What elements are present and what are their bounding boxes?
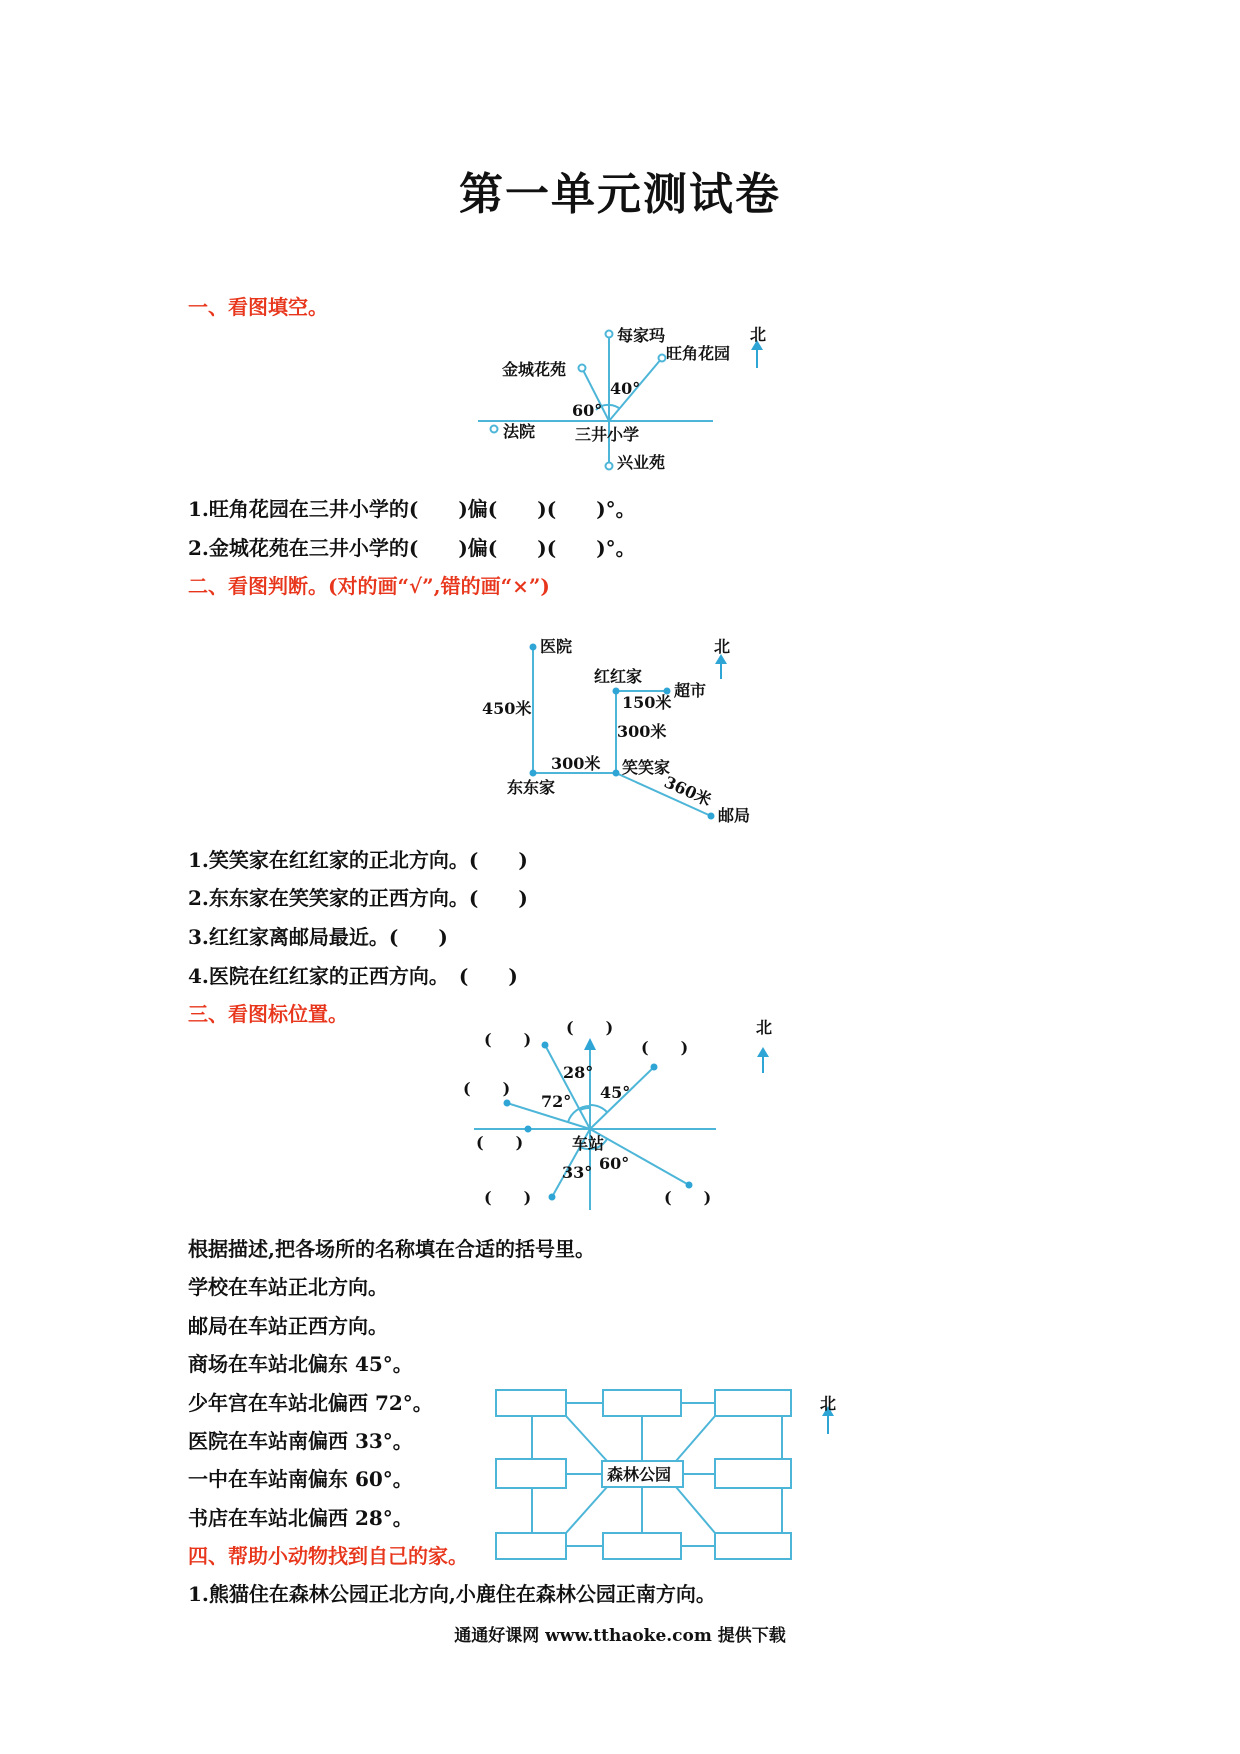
point-xingye xyxy=(606,463,613,470)
blank-north: ( ) xyxy=(566,1018,614,1037)
section3-heading: 三、看图标位置。 xyxy=(188,1002,348,1026)
label-dongdong: 东东家 xyxy=(507,778,556,797)
label-honghong: 红红家 xyxy=(594,667,643,686)
dist-300-horizontal: 300米 xyxy=(551,754,601,773)
s1-question-1: 1.旺角花园在三井小学的( )偏( )( )°。 xyxy=(188,497,636,521)
north-tip xyxy=(584,1038,596,1050)
s3-line-3: 商场在车站北偏东 45°。 xyxy=(188,1352,413,1376)
point-post xyxy=(708,813,715,820)
point-wangjiao xyxy=(659,355,666,362)
section2-heading: 二、看图判断。(对的画“√”,错的画“×”) xyxy=(188,574,550,598)
north-label-2: 北 xyxy=(714,637,731,656)
label-jincheng: 金城花苑 xyxy=(502,360,567,379)
arc-45 xyxy=(590,1105,607,1112)
north-arrow-2 xyxy=(715,654,727,679)
label-hospital: 医院 xyxy=(540,637,573,656)
north-arrow-3 xyxy=(757,1047,769,1073)
point-dongdong xyxy=(530,770,537,777)
angle-arc-right xyxy=(609,405,620,409)
angle-label-40: 40° xyxy=(610,379,641,398)
footer-credit: 通通好课网 www.tthaoke.com 提供下载 xyxy=(454,1626,786,1646)
point-jincheng xyxy=(579,365,586,372)
label-meijiama: 每家玛 xyxy=(617,326,666,345)
label-supermarket: 超市 xyxy=(674,681,707,700)
point-honghong xyxy=(613,688,620,695)
section3-diagram xyxy=(474,1042,716,1210)
dist-360: 360米 xyxy=(661,772,715,810)
label-forest-park: 森林公园 xyxy=(607,1465,672,1484)
s1-question-2: 2.金城花苑在三井小学的( )偏( )( )°。 xyxy=(188,536,636,560)
point-nw28 xyxy=(542,1042,549,1049)
angle-45: 45° xyxy=(600,1083,631,1102)
home-box-nw[interactable] xyxy=(496,1390,566,1416)
s2-question-2: 2.东东家在笑笑家的正西方向。( ) xyxy=(188,886,528,910)
section4-heading: 四、帮助小动物找到自己的家。 xyxy=(188,1544,468,1568)
blank-west: ( ) xyxy=(476,1133,524,1152)
home-box-w[interactable] xyxy=(496,1459,566,1488)
label-wangjiao: 旺角花园 xyxy=(666,344,731,363)
angle-28: 28° xyxy=(563,1063,594,1082)
s3-line-2: 邮局在车站正西方向。 xyxy=(188,1314,388,1338)
point-fayuan xyxy=(491,426,498,433)
point-sw33 xyxy=(549,1194,556,1201)
angle-label-60: 60° xyxy=(572,401,603,420)
home-box-s[interactable] xyxy=(603,1533,681,1559)
section1-heading: 一、看图填空。 xyxy=(188,295,328,319)
home-box-ne[interactable] xyxy=(715,1390,791,1416)
label-xingye: 兴业苑 xyxy=(617,453,666,472)
s3-line-1: 学校在车站正北方向。 xyxy=(188,1275,388,1299)
label-post: 邮局 xyxy=(718,806,751,825)
angle-60: 60° xyxy=(599,1154,630,1173)
dist-150: 150米 xyxy=(622,693,672,712)
point-west xyxy=(525,1126,532,1133)
angle-33: 33° xyxy=(562,1163,593,1182)
s2-question-3: 3.红红家离邮局最近。( ) xyxy=(188,925,448,949)
point-xiaoxiao xyxy=(613,770,620,777)
north-arrow-1 xyxy=(751,340,763,368)
blank-ne45: ( ) xyxy=(641,1038,689,1057)
home-box-e[interactable] xyxy=(715,1459,791,1488)
north-label-1: 北 xyxy=(750,325,767,344)
s3-line-4: 少年宫在车站北偏西 72°。 xyxy=(188,1391,433,1415)
point-nw72 xyxy=(504,1100,511,1107)
blank-nw28: ( ) xyxy=(484,1030,532,1049)
angle-72: 72° xyxy=(541,1092,572,1111)
point-hospital xyxy=(530,644,537,651)
blank-sw33: ( ) xyxy=(484,1188,532,1207)
home-box-n[interactable] xyxy=(603,1390,681,1416)
s2-question-1: 1.笑笑家在红红家的正北方向。( ) xyxy=(188,848,528,872)
home-box-se[interactable] xyxy=(715,1533,791,1559)
home-box-sw[interactable] xyxy=(496,1533,566,1559)
north-arrow-3-group xyxy=(504,1038,693,1201)
label-sanjing: 三井小学 xyxy=(575,425,640,444)
s2-question-4: 4.医院在红红家的正西方向。 ( ) xyxy=(188,964,518,988)
label-fayuan: 法院 xyxy=(503,422,536,441)
label-xiaoxiao: 笑笑家 xyxy=(622,758,671,777)
north-label-3: 北 xyxy=(756,1018,773,1037)
s3-line-5: 医院在车站南偏西 33°。 xyxy=(188,1429,413,1453)
dist-450: 450米 xyxy=(482,699,532,718)
s3-line-7: 书店在车站北偏西 28°。 xyxy=(188,1506,413,1530)
point-ne45 xyxy=(651,1064,658,1071)
page-title: 第一单元测试卷 xyxy=(459,169,781,220)
dist-300-vertical: 300米 xyxy=(617,722,667,741)
s4-question-1: 1.熊猫住在森林公园正北方向,小鹿住在森林公园正南方向。 xyxy=(188,1582,716,1606)
s3-line-6: 一中在车站南偏东 60°。 xyxy=(188,1467,413,1491)
blank-nw72: ( ) xyxy=(463,1079,511,1098)
north-label-4: 北 xyxy=(820,1394,837,1413)
s3-intro: 根据描述,把各场所的名称填在合适的括号里。 xyxy=(188,1237,595,1261)
blank-se60: ( ) xyxy=(664,1188,712,1207)
label-station: 车站 xyxy=(572,1134,605,1153)
point-meijiama xyxy=(606,331,613,338)
